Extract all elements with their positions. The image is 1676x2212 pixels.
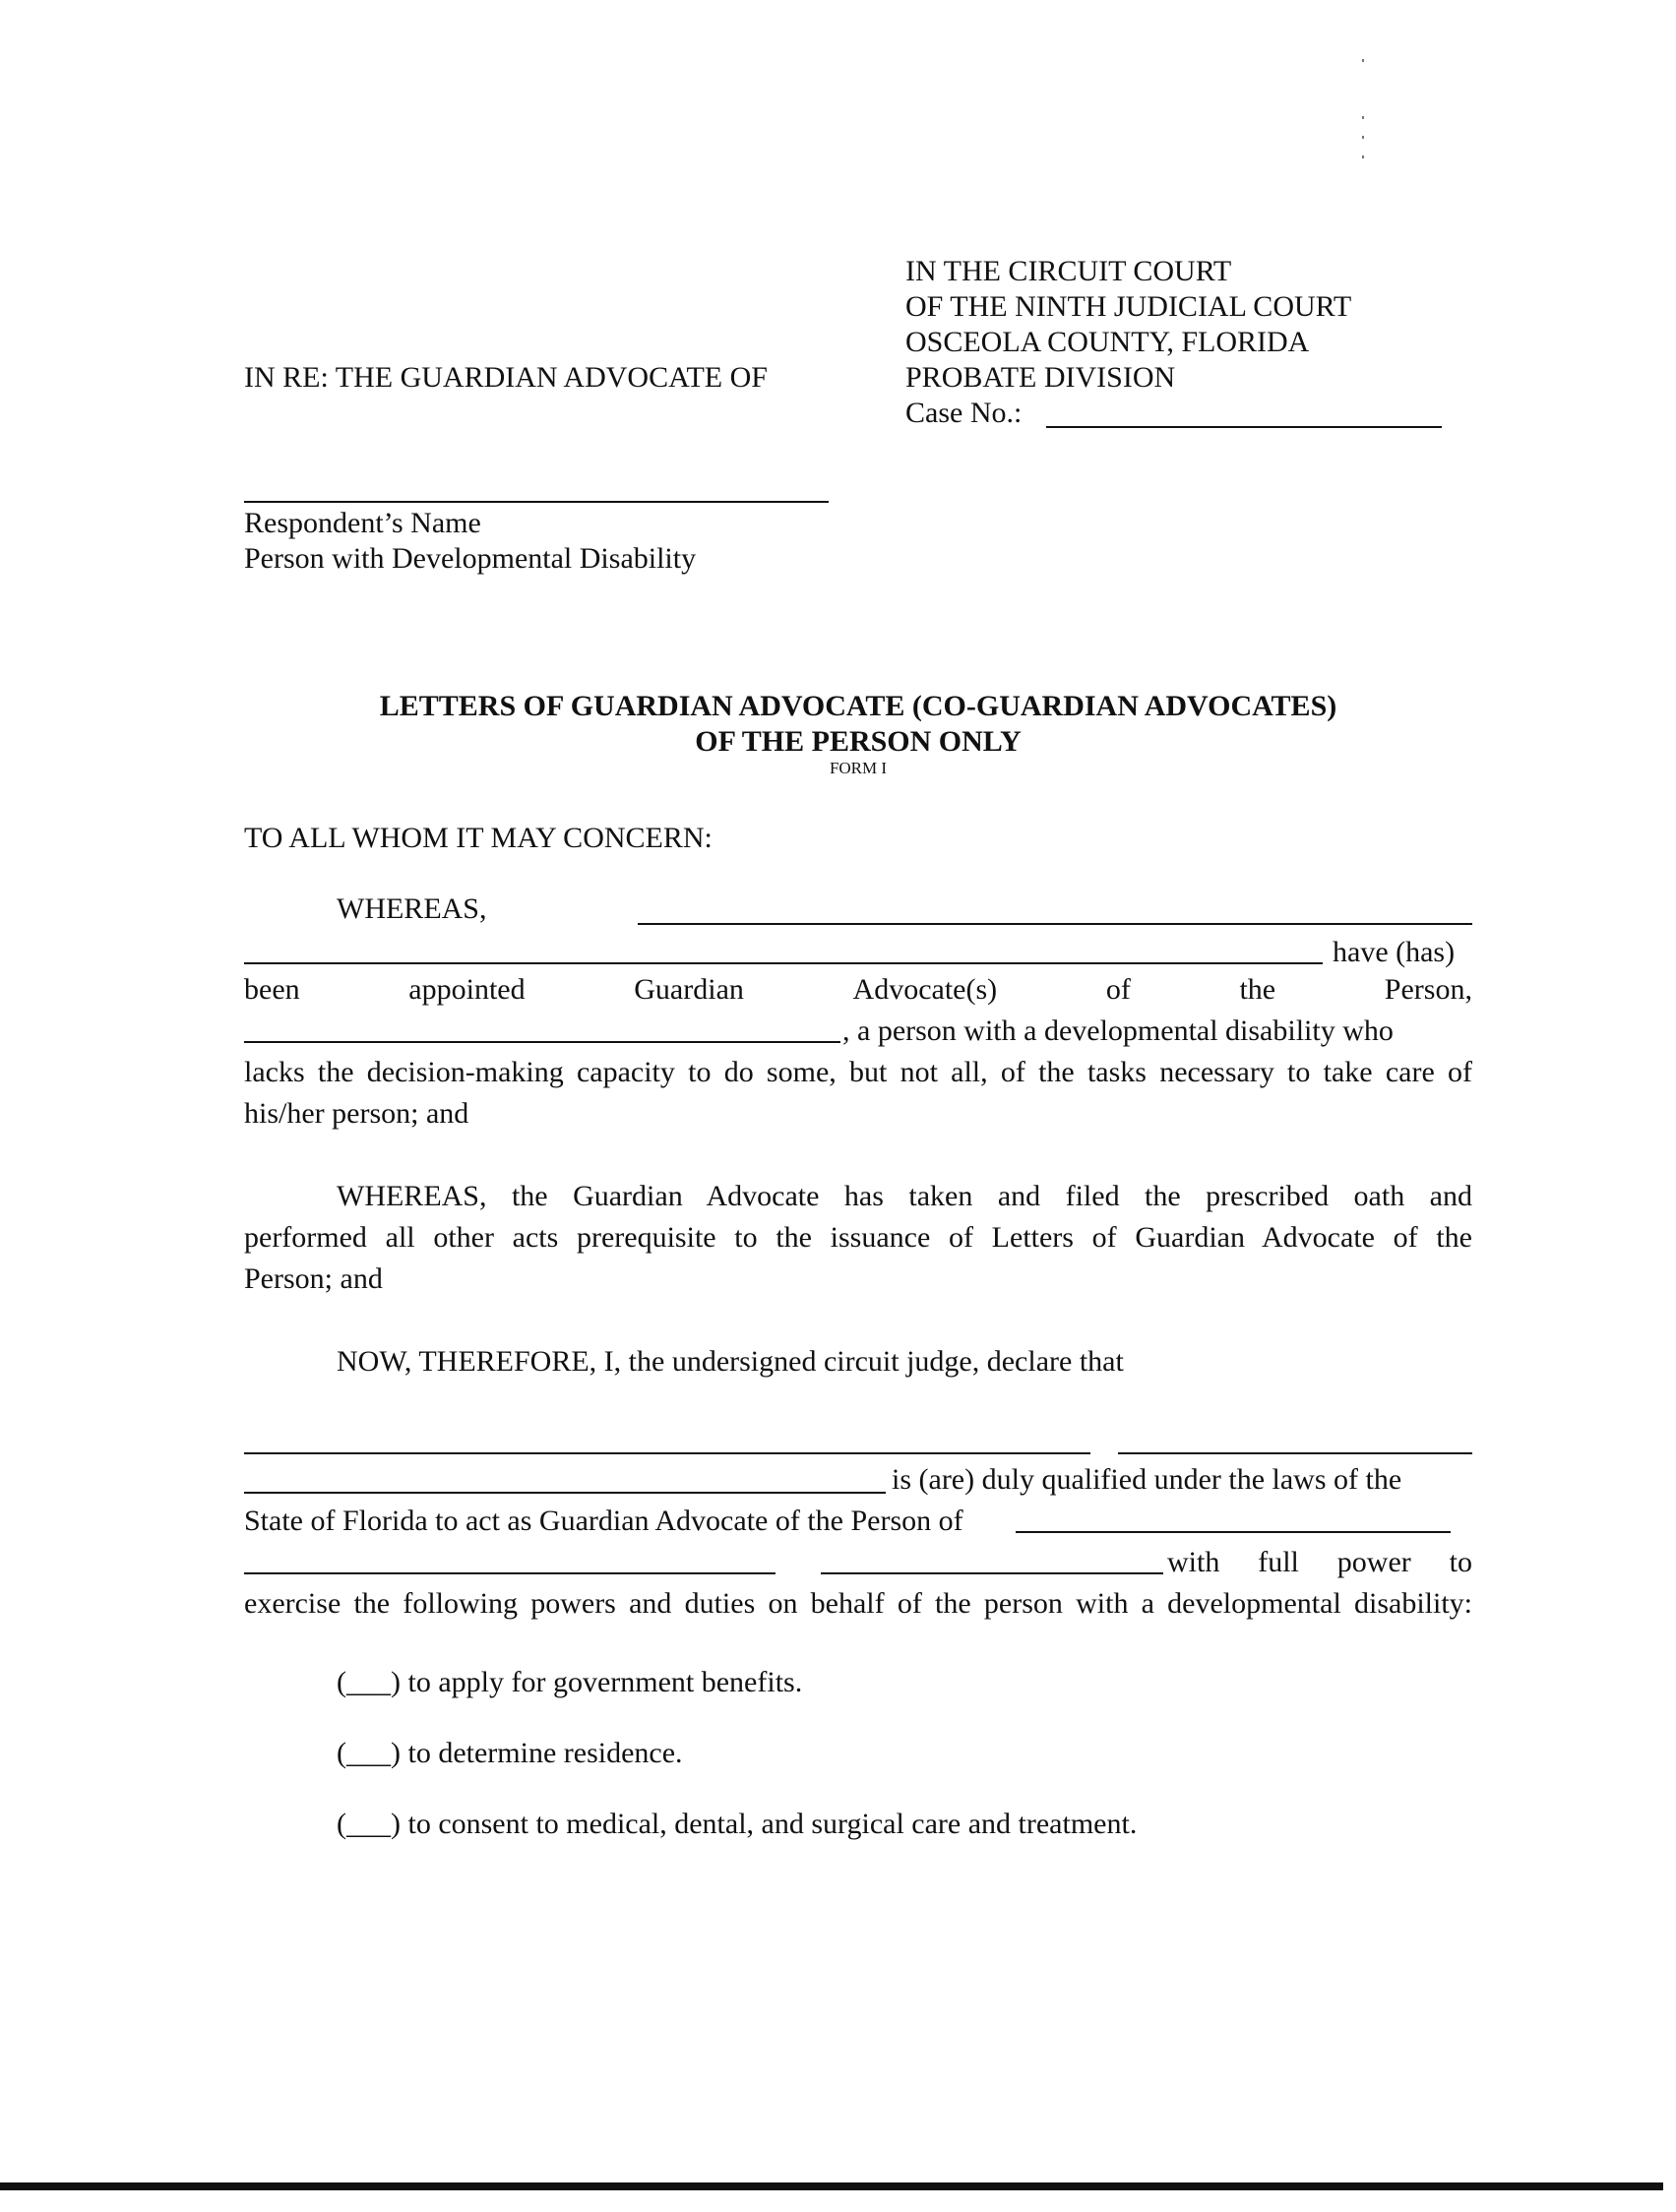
bottom-scan-bar: [0, 2182, 1663, 2190]
power-item: [337, 1807, 1137, 1842]
respondent-desc: Person with Developmental Disability: [244, 542, 697, 575]
qualified-text: is (are) duly qualified under the laws of the: [892, 1463, 1402, 1496]
power-item: [337, 1665, 802, 1700]
qualified-name-field-1[interactable]: [244, 1452, 1090, 1454]
para2-line-2: performed all other acts prerequisite to the issuance of Letters of Guardian Advocate of the: [244, 1221, 1472, 1254]
para3-line-1: NOW, THEREFORE, I, the undersigned circuit judge, declare that: [337, 1345, 1124, 1378]
person-desc-tail: , a person with a developmental disability who: [842, 1014, 1394, 1047]
guardian-name-field-1[interactable]: [638, 923, 1472, 925]
guardian-name-field-2[interactable]: [244, 962, 1323, 964]
court-line-3: OSCEOLA COUNTY, FLORIDA: [905, 326, 1310, 358]
para1-line-4: lacks the decision-making capacity to do some, but not all, of the tasks necessary to take care of: [244, 1056, 1472, 1088]
word-the: the: [1239, 973, 1276, 1006]
qualified-name-field-2[interactable]: [1118, 1452, 1472, 1454]
case-number-field[interactable]: [1046, 426, 1442, 428]
word-guardian: Guardian: [634, 973, 744, 1006]
form-label: FORM I: [829, 759, 888, 777]
power-item: [337, 1736, 683, 1771]
para1-line-5: his/her person; and: [244, 1097, 469, 1130]
person-name-field[interactable]: [244, 1041, 840, 1043]
respondent-name-label: Respondent’s Name: [244, 507, 481, 539]
power-text-residence: to determine residence.: [407, 1737, 683, 1769]
word-been: been: [244, 973, 300, 1006]
scan-mark: [1362, 59, 1364, 62]
power-checkbox-medical[interactable]: (___): [337, 1808, 401, 1840]
word-appointed: appointed: [408, 973, 526, 1006]
whereas-label: WHEREAS,: [337, 892, 487, 925]
power-checkbox-residence[interactable]: (___): [337, 1737, 401, 1769]
scan-mark: [1362, 155, 1364, 158]
court-line-1: IN THE CIRCUIT COURT: [905, 255, 1232, 287]
power-text-benefits: to apply for government benefits.: [407, 1666, 803, 1698]
scan-mark: [1362, 136, 1364, 139]
person-of-field-3[interactable]: [821, 1572, 1163, 1574]
para2-line-3: Person; and: [244, 1262, 383, 1295]
document-title-line-2: OF THE PERSON ONLY: [695, 725, 1022, 758]
power-checkbox-benefits[interactable]: (___): [337, 1666, 401, 1698]
full-power-text: with full power to: [1167, 1546, 1472, 1578]
person-of-field-2[interactable]: [244, 1572, 776, 1574]
have-has-text: have (has): [1333, 936, 1456, 968]
person-of-field-1[interactable]: [1016, 1531, 1451, 1533]
state-text: State of Florida to act as Guardian Advocate of the Person of: [244, 1505, 963, 1537]
word-person: Person,: [1384, 973, 1472, 1006]
power-text-medical: to consent to medical, dental, and surgical care and treatment.: [407, 1808, 1138, 1840]
respondent-name-field[interactable]: [244, 501, 829, 503]
para2-line-1: WHEREAS, the Guardian Advocate has taken and filed the prescribed oath and: [337, 1180, 1472, 1212]
word-advocates: Advocate(s): [852, 973, 998, 1006]
word-of: of: [1105, 973, 1131, 1006]
appointed-line: [244, 972, 1472, 1008]
qualified-name-field-3[interactable]: [244, 1492, 886, 1494]
in-re-heading: IN RE: THE GUARDIAN ADVOCATE OF: [244, 361, 768, 394]
exercise-text: exercise the following powers and duties on behalf of the person with a developmental disability:: [244, 1587, 1472, 1620]
case-number-label: Case No.:: [905, 397, 1023, 429]
court-line-2: OF THE NINTH JUDICIAL COURT: [905, 290, 1352, 323]
salutation: TO ALL WHOM IT MAY CONCERN:: [244, 822, 713, 854]
court-line-4: PROBATE DIVISION: [905, 361, 1176, 394]
scan-mark: [1362, 116, 1364, 119]
document-title-line-1: LETTERS OF GUARDIAN ADVOCATE (CO-GUARDIAN ADVOCATES): [379, 690, 1337, 722]
